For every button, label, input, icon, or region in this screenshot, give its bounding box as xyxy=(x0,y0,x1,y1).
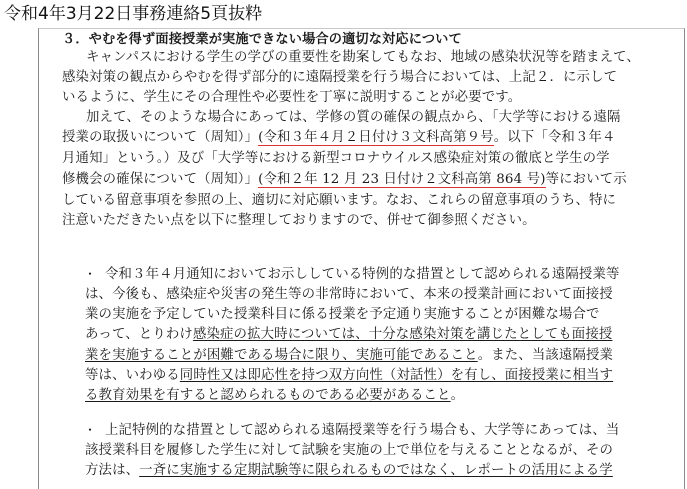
circled-reference: (令和３年４月２日付け３文科高第９号 xyxy=(258,130,494,145)
bullet-line xyxy=(85,344,613,363)
bullet-line xyxy=(85,384,464,403)
underlined-text: る教育効果を有すると認められるものである必要があること xyxy=(85,388,451,403)
bullet-dot: ・ xyxy=(84,267,97,281)
circled-reference: (令和２年 12 月 23 日付け２文科高第 864 号) xyxy=(258,172,546,187)
bullet-dot: ・ xyxy=(84,423,97,437)
underlined-text: 一斉に実施する定期試験等に限られるものではなく、レポートの活用による学 xyxy=(139,463,613,478)
paragraph-line: 加えて、そのような場合にあっては、学修の質の確保の観点から、「大学等における遠隔 xyxy=(86,110,621,125)
paragraph-text: 修機会の確保について（周知）」 xyxy=(62,172,259,187)
underlined-text: 業を実施することが困難である場合に限り、実施可能であること xyxy=(85,348,478,363)
bullet-line: は、今後も、感染症や災害の発生等の非常時において、本来の授業計画において面接授 xyxy=(85,287,613,302)
page-title: 令和4年3月22日事務連絡5頁抜粋 xyxy=(4,4,263,24)
bullet-text: あって、とりわけ xyxy=(85,327,193,342)
paragraph-line: している留意事項を参照の上、適切に対応願います。なお、これらの留意事項のうち、特に xyxy=(62,193,617,208)
bullet-line: 該授業科目を履修した学生に対して試験を実施の上で単位を与えることとなるが、その xyxy=(85,443,614,458)
bullet-line xyxy=(85,459,613,478)
paragraph-text: 。以下「令和３年４ xyxy=(493,130,616,145)
paragraph-line: キャンパスにおける学生の学びの重要性を勘案してもなお、地域の感染状況等を踏まえて、 xyxy=(86,50,640,65)
paragraph-line: 感染対策の観点からやむを得ず部分的に遠隔授業を行う場合においては、上記２．に示して xyxy=(62,70,618,85)
bullet-text: 。また、当該遠隔授業 xyxy=(477,348,614,363)
bullet-line: 令和３年４月通知においてお示ししている特例的な措置として認められる遠隔授業等 xyxy=(105,267,620,282)
bullet-line: 業の実施を予定していた授業科目に係る授業を予定通り実施することが困難な場合で xyxy=(85,307,600,322)
bullet-text: 。 xyxy=(450,388,465,403)
bullet-line xyxy=(85,323,612,342)
section-heading: ３．やむを得ず面接授業が実施できない場合の適切な対応について xyxy=(62,32,462,47)
paragraph-text: 等において示 xyxy=(545,172,627,187)
underlined-text: 感染症の拡大時については、十分な感染対策を講じたとしても面接授 xyxy=(192,327,613,342)
paragraph-line xyxy=(62,126,616,145)
paragraph-line xyxy=(62,168,627,187)
bullet-line xyxy=(85,364,613,383)
paragraph-line: 注意いただきたい点を以下に整理しておりますので、併せて御参照ください。 xyxy=(62,213,536,228)
paragraph-text: 授業の取扱いについて（周知）」 xyxy=(62,130,259,145)
paragraph-line: いるように、学生にその合理性や必要性を丁寧に説明することが必要です。 xyxy=(62,90,522,105)
bullet-text: 等は、いわゆる xyxy=(85,368,180,383)
paragraph-line: 月通知」という。）及び「大学等における新型コロナウイルス感染症対策の徹底と学生の学 xyxy=(62,151,610,166)
bullet-text: 方法は、 xyxy=(85,463,140,478)
bullet-line: 上記特例的な措置として認められる遠隔授業等を行う場合も、大学等にあっては、当 xyxy=(105,423,620,438)
underlined-text: 同時性又は即応性を持つ双方向性（対話性）を有し、面接授業に相当す xyxy=(179,368,614,383)
